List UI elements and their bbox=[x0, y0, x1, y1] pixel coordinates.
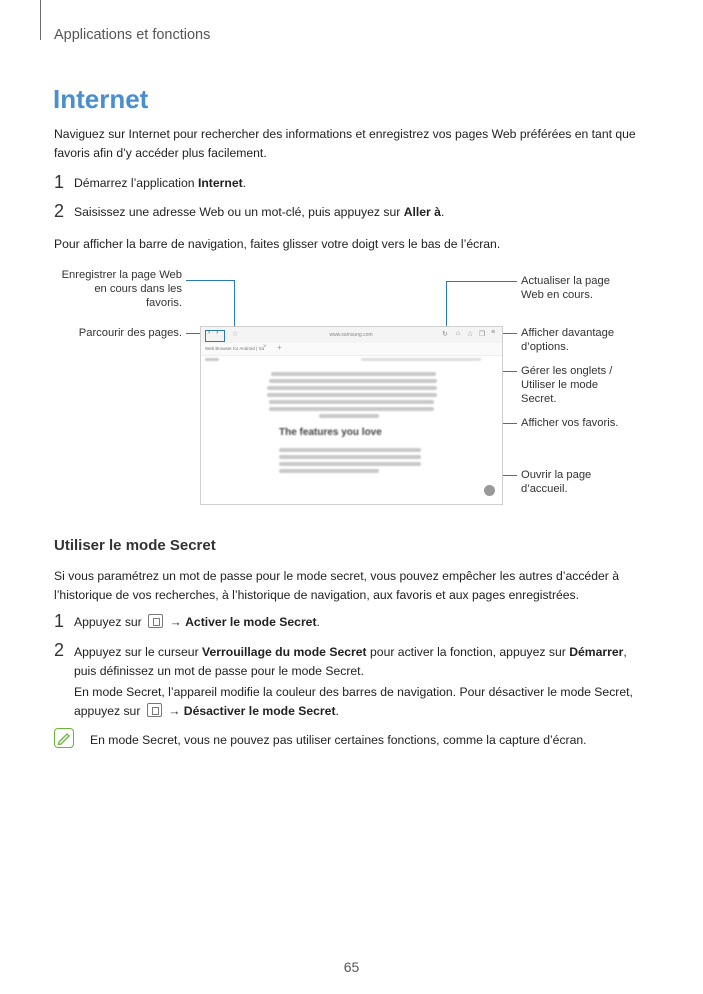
callout-more: Afficher davantage d’options. bbox=[521, 327, 615, 353]
leader-line bbox=[446, 281, 517, 282]
tabs-icon bbox=[147, 703, 162, 717]
bookmark-star-icon[interactable]: ☆ bbox=[232, 331, 239, 338]
back-icon[interactable]: ‹ bbox=[208, 329, 211, 336]
callout-browse: Parcourir des pages. bbox=[78, 327, 182, 339]
step-text: Appuyez sur bbox=[74, 615, 142, 629]
callout-home: Ouvrir la page d’accueil. bbox=[521, 469, 592, 495]
note-text: En mode Secret, vous ne pouvez pas utiliser certaines fonctions, comme la capture d’écran. bbox=[90, 733, 587, 747]
swipe-note: Pour afficher la barre de navigation, faites glisser votre doigt vers le bas de l’écran. bbox=[54, 237, 501, 251]
browser-tab[interactable]: Web Browser for Android | Sa bbox=[205, 346, 265, 351]
secret-step-1 bbox=[54, 611, 320, 632]
step-number: 1 bbox=[54, 611, 65, 631]
secret-intro: Si vous paramétrez un mot de passe pour le mode secret, vous pouvez empêcher les autres d’accéder à l’historique de vos recherches, à l’historique de navigation, aux favoris et aux pages enregistrées. bbox=[54, 569, 619, 602]
step-1 bbox=[54, 172, 247, 193]
note-icon bbox=[54, 728, 74, 748]
menu-option: Activer le mode Secret bbox=[185, 615, 317, 629]
more-options-icon[interactable]: ≡ bbox=[491, 329, 496, 336]
step-text: , puis définissez un mot de passe pour le mode Secret. bbox=[74, 645, 627, 678]
step-2 bbox=[54, 201, 445, 222]
switch-name: Verrouillage du mode Secret bbox=[202, 645, 367, 659]
punct: . bbox=[242, 176, 247, 190]
page-heading: The features you love bbox=[279, 427, 382, 438]
leader-line bbox=[186, 280, 235, 281]
section-title: Applications et fonctions bbox=[54, 27, 211, 43]
page-number: 65 bbox=[343, 959, 360, 975]
browser-screenshot bbox=[200, 326, 503, 505]
header-rule bbox=[40, 0, 41, 40]
scroll-top-button[interactable] bbox=[484, 485, 495, 496]
step-text: En mode Secret, l’appareil modifie la couleur des barres de navigation. Pour désactiver le mode Secret, appuyez sur bbox=[74, 685, 633, 718]
step-number: 1 bbox=[54, 172, 65, 192]
step-text: Démarrez l’application bbox=[74, 176, 198, 190]
step-number: 2 bbox=[54, 640, 65, 660]
new-tab-icon[interactable]: + bbox=[277, 343, 282, 352]
step-text: pour activer la fonction, appuyez sur bbox=[366, 645, 570, 659]
punct: . bbox=[440, 205, 445, 219]
refresh-icon[interactable]: ↻ bbox=[442, 331, 448, 338]
secret-heading: Utiliser le mode Secret bbox=[54, 537, 216, 554]
url-bar[interactable]: www.samsung.com bbox=[329, 332, 373, 338]
home-icon[interactable]: ⌂ bbox=[456, 330, 461, 337]
punct: . bbox=[335, 704, 339, 718]
button-name: Démarrer bbox=[569, 645, 624, 659]
secret-step-2-text bbox=[74, 643, 644, 681]
tab-strip bbox=[201, 343, 502, 356]
arrow: → bbox=[169, 615, 182, 629]
tabs-icon[interactable]: ❐ bbox=[479, 331, 486, 338]
intro-paragraph: Naviguez sur Internet pour rechercher des informations et enregistrez vos pages Web préférées en tant que favoris afin d’y accéder plus facilement. bbox=[54, 127, 636, 160]
favorites-icon[interactable]: ☆ bbox=[467, 331, 474, 338]
callout-favorites: Afficher vos favoris. bbox=[521, 417, 619, 429]
menu-option: Désactiver le mode Secret bbox=[183, 704, 336, 718]
secret-step-2-detail bbox=[74, 683, 644, 721]
callout-tabs: Gérer les onglets / Utiliser le mode Secret. bbox=[521, 365, 613, 405]
arrow: → bbox=[168, 704, 181, 718]
forward-icon[interactable]: › bbox=[216, 329, 219, 336]
button-name: Aller à bbox=[403, 205, 441, 219]
punct: . bbox=[316, 615, 320, 629]
browser-toolbar bbox=[201, 327, 502, 344]
step-text: Saisissez une adresse Web ou un mot-clé, puis appuyez sur bbox=[74, 205, 404, 219]
close-tab-icon[interactable]: × bbox=[263, 344, 267, 350]
callout-refresh: Actualiser la page Web en cours. bbox=[521, 275, 610, 301]
step-number: 2 bbox=[54, 201, 65, 221]
leader-line bbox=[446, 281, 447, 330]
leader-line bbox=[234, 280, 235, 330]
secret-step-2 bbox=[54, 640, 64, 661]
tabs-icon bbox=[148, 614, 163, 628]
page-title: Internet bbox=[53, 84, 149, 114]
callout-bookmark: Enregistrer la page Web en cours dans les favoris. bbox=[61, 269, 182, 309]
app-name: Internet bbox=[197, 176, 243, 190]
step-text: Appuyez sur le curseur bbox=[74, 645, 203, 659]
